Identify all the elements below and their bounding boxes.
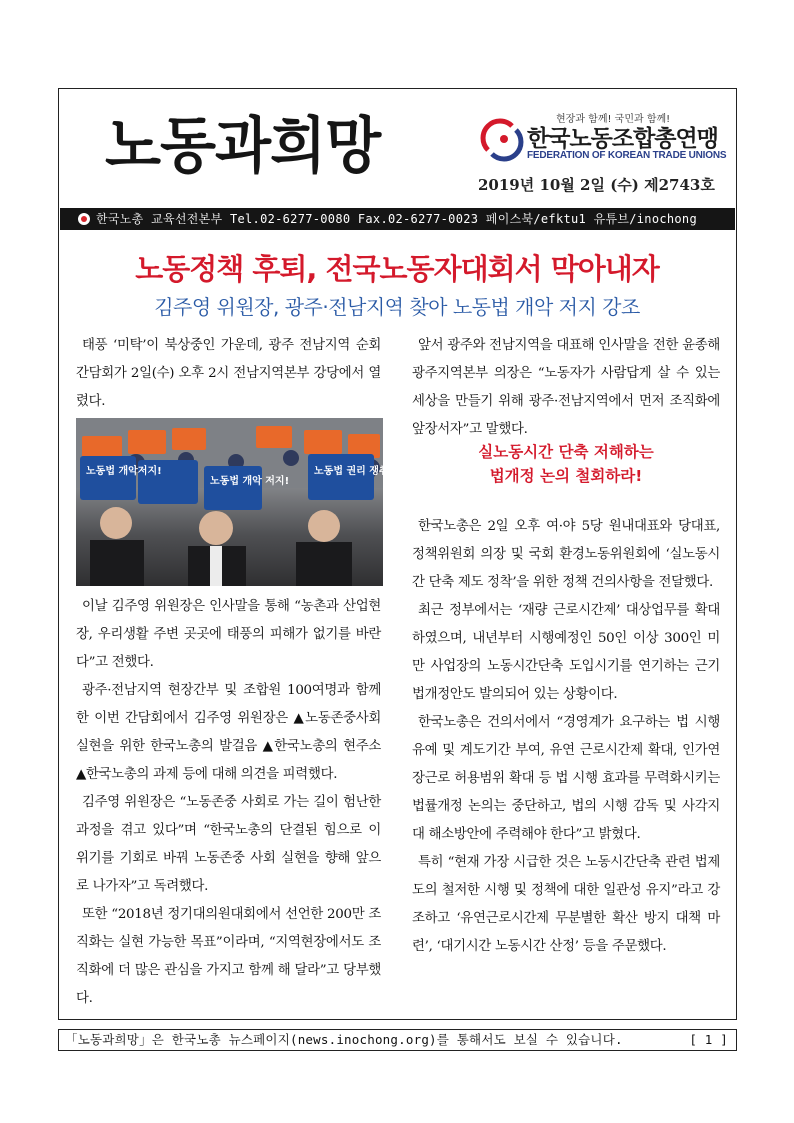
paragraph: 한국노총은 건의서에서 “경영계가 요구하는 법 시행 유예 및 계도기간 부여, 유연 근로시간제 확대, 인가연장근로 허용범위 확대 등 법 시행 효과를 무력화시키는 법률개정 논의는 중단하고, 법의 시행 감독 및 사각지대 해소방안에 주력해야 한다”고 밝혔다.	[412, 715, 720, 842]
left-intro	[76, 332, 381, 416]
rally-photo	[76, 418, 394, 586]
article-subhead: 김주영 위원장, 광주·전남지역 찾아 노동법 개악 저지 강조	[154, 295, 640, 319]
footer-text: 「노동과희망」은 한국노총 뉴스페이지(news.inochong.org)를 통해서도 보실 수 있습니다.	[65, 1032, 623, 1047]
fktu-small-logo-icon	[78, 213, 90, 225]
paragraph: 앞서 광주와 전남지역을 대표해 인사말을 전한 윤종해 광주지역본부 의장은 “노동자가 사람답게 살 수 있는 세상을 만들기 위해 광주·전남지역에서 먼저 조직화에 앞장서자”고 말했다.	[412, 338, 720, 437]
contact-info-text: 한국노총 교육선전본부 Tel.02-6277-0080 Fax.02-6277-0023 페이스북/efktu1 유튜브/inochong	[96, 212, 697, 226]
paragraph: 태풍 ‘미탁’이 북상중인 가운데, 광주 전남지역 순회 간담회가 2일(수) 오후 2시 전남지역본부 강당에서 열렸다.	[76, 338, 381, 409]
org-slogan: 현장과 함께! 국민과 함께!	[556, 114, 671, 125]
paragraph: 한국노총은 2일 오후 여·야 5당 원내대표와 당대표, 정책위원회 의장 및 국회 환경노동위원회에 ‘실노동시간 단축 제도 정착’을 위한 정책 건의사항을 전달했다.	[412, 519, 720, 590]
right-intro	[412, 332, 720, 444]
article-headline: 노동정책 후퇴, 전국노동자대회서 막아내자	[135, 252, 659, 286]
protest-sign-text: 노동법 개악 저지!	[210, 476, 290, 487]
paragraph: 또한 “2018년 정기대의원대회에서 선언한 200만 조직화는 실현 가능한 목표”이라며, “지역현장에서도 조직화에 더 많은 관심을 가지고 함께 해 달라”고 당부했다.	[76, 907, 381, 1006]
paragraph: 특히 “현재 가장 시급한 것은 노동시간단축 관련 법제도의 철저한 시행 및 정책에 대한 일관성 유지”라고 강조하고 ‘유연근로시간제 무분별한 확산 방지 대책 마련’, ‘대기시간 노동시간 산정’ 등을 주문했다.	[412, 855, 720, 954]
protest-sign-text: 노동법 권리 쟁취!	[314, 466, 394, 477]
page-number: [ 1 ]	[689, 1032, 728, 1047]
section-title-line: 실노동시간 단축 저해하는	[478, 443, 654, 461]
contact-info-bar	[60, 208, 735, 230]
paragraph: 광주·전남지역 현장간부 및 조합원 100여명과 함께 한 이번 간담회에서 김주영 위원장은 ▲노동존중사회 실현을 위한 한국노총의 발걸음 ▲한국노총의 현주소 ▲한국노총의 과제 등에 대해 의견을 피력했다.	[76, 683, 381, 782]
protest-sign-text: 노동법 개악저지!	[86, 466, 162, 477]
rally-photo-illustration	[76, 418, 394, 586]
section-title-line: 법개정 논의 철회하라!	[489, 467, 643, 485]
newsletter-title: 노동과희망	[105, 109, 381, 181]
paragraph: 이날 김주영 위원장은 인사말을 통해 “농촌과 산업현장, 우리생활 주변 곳곳에 태풍의 피해가 없기를 바란다”고 전했다.	[76, 599, 381, 670]
footer-bar	[58, 1029, 737, 1051]
paragraph: 최근 정부에서는 ‘재량 근로시간제’ 대상업무를 확대하였으며, 내년부터 시행예정인 50인 이상 300인 미만 사업장의 노동시간단축 도입시기를 연기하는 근기법개정안도 발의되어 있는 상황이다.	[412, 603, 720, 702]
section-title	[412, 440, 720, 488]
fktu-logo-icon	[482, 120, 522, 160]
org-name: 한국노동조합총연맹	[527, 126, 718, 152]
paragraph: 김주영 위원장은 “노동존중 사회로 가는 길이 험난한 과정을 겪고 있다”며 “한국노총의 단결된 힘으로 이 위기를 기회로 바꿔 노동존중 사회 실현을 향해 앞으로 나가자”고 독려했다.	[76, 795, 381, 894]
left-column-body	[76, 593, 381, 1013]
issue-date-number: 2019년 10월 2일 (수) 제2743호	[478, 176, 715, 194]
right-column-body	[412, 513, 720, 961]
org-name-en: FEDERATION OF KOREAN TRADE UNIONS	[527, 150, 727, 161]
